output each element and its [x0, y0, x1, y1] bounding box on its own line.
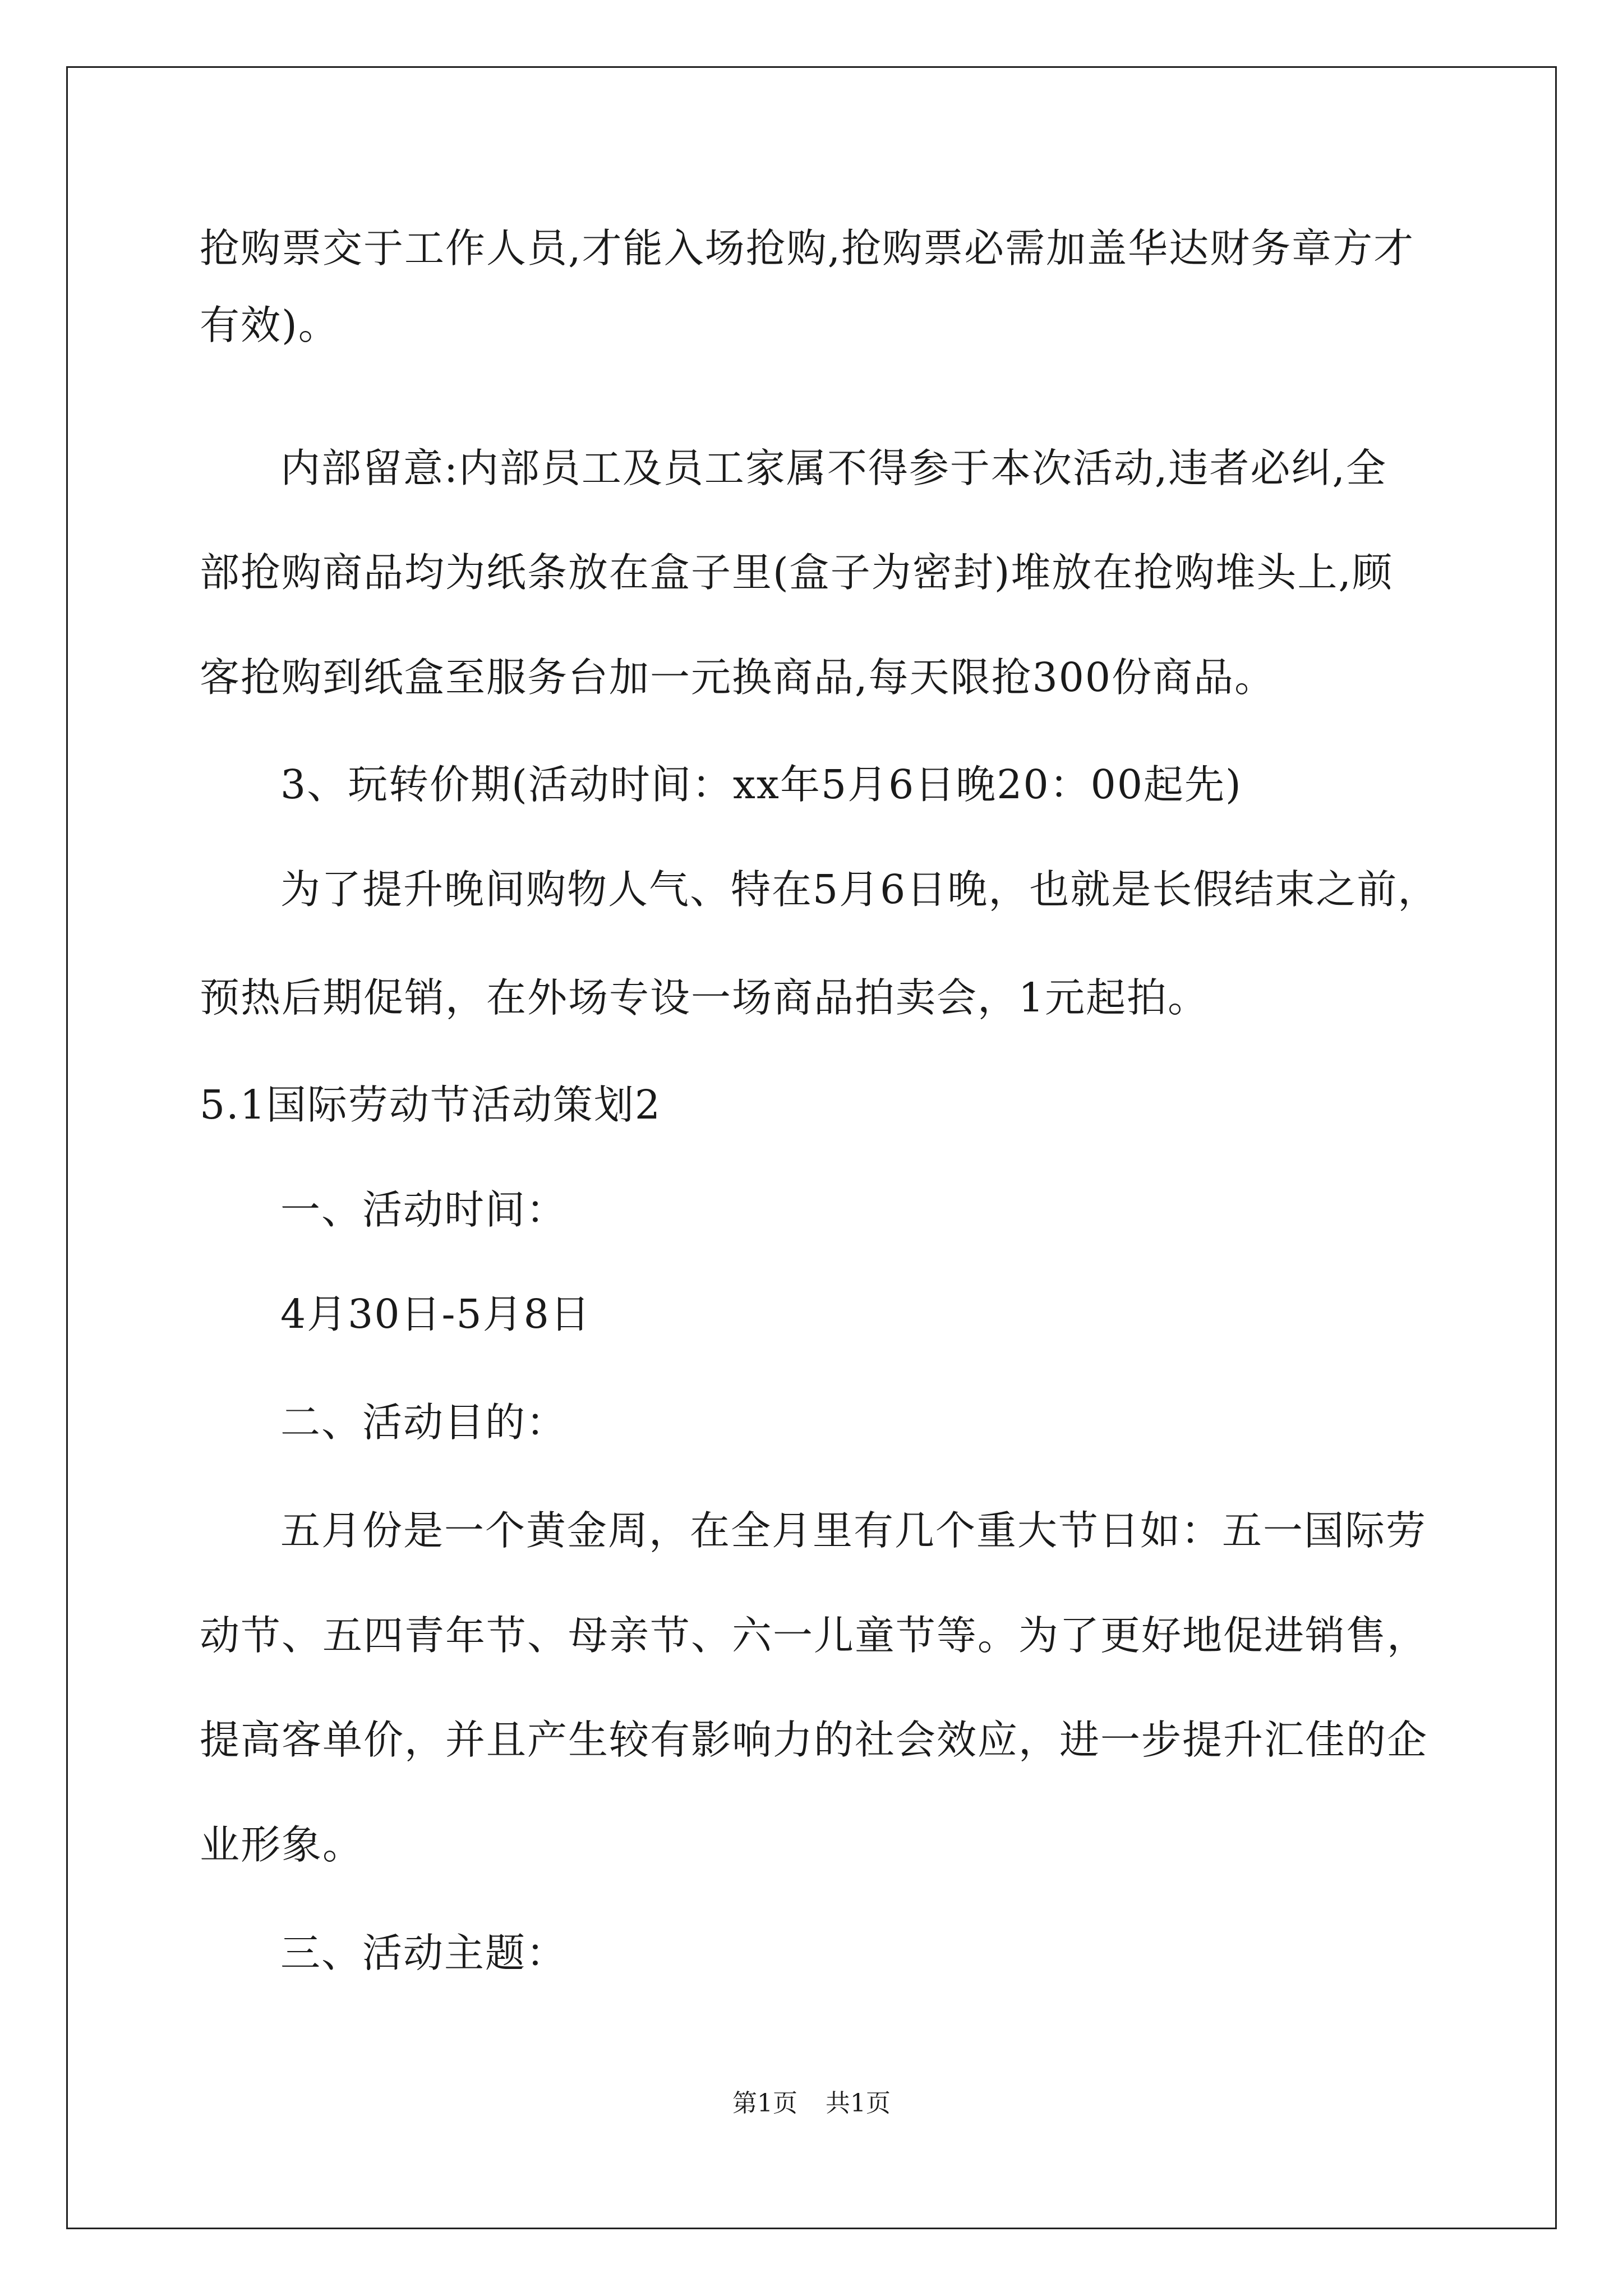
text-line: 有效)。 — [200, 302, 339, 348]
text-line: 部抢购商品均为纸条放在盒子里(盒子为密封)堆放在抢购堆头上,顾 — [200, 549, 1393, 596]
text-line: 3、玩转价期(活动时间：xx年5月6日晚20：00起先) — [280, 761, 1242, 808]
text-line: 业形象。 — [200, 1821, 364, 1868]
text-line: 客抢购到纸盒至服务台加一元换商品,每天限抢300份商品。 — [200, 654, 1276, 701]
page-footer — [0, 2087, 1623, 2120]
text-line: 为了提升晚间购物人气、特在5月6日晚，也就是长假结束之前， — [280, 866, 1439, 913]
section-heading: 一、活动时间： — [280, 1186, 568, 1233]
text-line: 五月份是一个黄金周，在全月里有几个重大节日如：五一国际劳 — [280, 1507, 1427, 1554]
text-line: 提高客单价，并且产生较有影响力的社会效应，进一步提升汇佳的企 — [200, 1717, 1428, 1763]
section-heading: 二、活动目的： — [280, 1399, 568, 1446]
page-border — [66, 66, 1557, 2229]
section-heading: 三、活动主题： — [280, 1930, 568, 1976]
text-line: 预热后期促销，在外场专设一场商品拍卖会，1元起拍。 — [200, 974, 1209, 1021]
section-heading: 5.1国际劳动节活动策划2 — [200, 1082, 662, 1128]
page-total: 共1页 — [826, 2089, 891, 2118]
text-line: 内部留意:内部员工及员工家属不得参于本次活动,违者必纠,全 — [280, 445, 1387, 491]
text-line: 动节、五四青年节、母亲节、六一儿童节等。为了更好地促进销售， — [200, 1612, 1428, 1659]
text-line: 4月30日-5月8日 — [280, 1291, 591, 1337]
text-line: 抢购票交于工作人员,才能入场抢购,抢购票必需加盖华达财务章方才 — [200, 225, 1415, 272]
page-number: 第1页 — [732, 2089, 797, 2118]
